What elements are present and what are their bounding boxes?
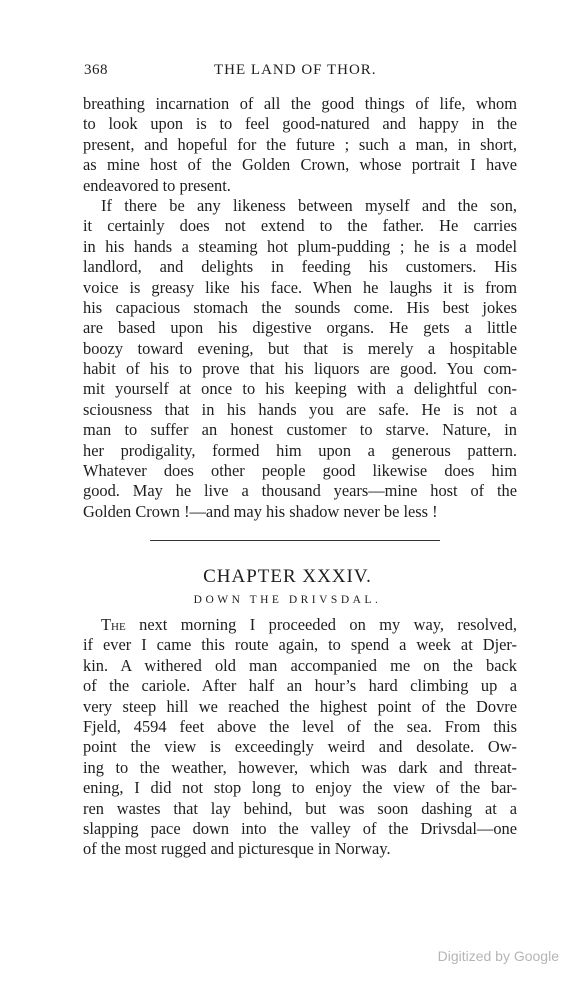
text-line: kin. A withered old man accompanied me on the back [83,655,517,675]
text-line [83,615,517,635]
text-line: breathing incarnation of all the good things of life, whom [83,94,517,113]
text-line: boozy toward evening, but that is merely a hospitable [83,338,517,358]
text-line: habit of his to prove that his liquors are good. You com- [83,359,517,379]
text-line: his capacious stomach the sounds come. His best jokes [83,297,517,317]
text-line: landlord, and delights in feeding his customers. His [83,257,517,277]
text-line: endeavored to present. [83,175,231,195]
text-line: as mine host of the Golden Crown, whose portrait I have [83,155,517,175]
text-line: ren wastes that lay behind, but was soon dashing at a [83,798,517,818]
text-line: present, and hopeful for the future ; such a man, in short, [83,134,517,154]
page-number: 368 [84,62,108,78]
text-line: sciousness that in his hands you are safe. He is not a [83,399,517,419]
digitized-watermark: Digitized by Google [437,948,559,964]
chapter-title: CHAPTER XXXIV. [203,566,372,587]
text-line: good. May he live a thousand years—mine host of the [83,481,517,501]
continued-text [83,94,517,522]
text-line: it certainly does not extend to the father. He carries [83,216,517,236]
section-divider [150,540,440,541]
text-line: point the view is exceedingly weird and desolate. Ow- [83,737,517,757]
text-line: very steep hill we reached the highest point of the Dovre [83,696,517,716]
text-line: ing to the weather, however, which was dark and threat- [83,757,517,777]
text-line: voice is greasy like his face. When he laughs it is from [83,277,517,297]
text-line: mit yourself at once to his keeping with a delightful con- [83,379,517,399]
text-line: to look upon is to feel good-natured and happy in the [83,114,517,134]
text-line: in his hands a steaming hot plum-pudding ; he is a model [83,236,517,256]
text-line: if ever I came this route again, to spend a week at Djer- [83,635,517,655]
text-line: are based upon his digestive organs. He gets a little [83,318,517,338]
text-line: man to suffer an honest customer to starve. Nature, in [83,420,517,440]
text-line: Golden Crown !—and may his shadow never be less ! [83,501,438,521]
text-line: slapping pace down into the valley of the Drivsdal—one [83,818,517,838]
text-line: Whatever does other people good likewise does him [83,461,517,481]
running-head: THE LAND OF THOR. [214,62,377,78]
text-line: If there be any likeness between myself and the son, [101,195,517,215]
page-header [84,62,516,80]
first-line-rest: next morning I proceeded on my way, resolved, [125,615,517,634]
text-line: of the cariole. After half an hour’s hard climbing up a [83,676,517,696]
lead-word: The [101,615,126,634]
chapter-subtitle: DOWN THE DRIVSDAL. [193,594,382,606]
text-line: ening, I did not stop long to enjoy the view of the bar- [83,778,517,798]
text-line: Fjeld, 4594 feet above the level of the sea. From this [83,716,517,736]
text-line: her prodigality, formed him upon a generous pattern. [83,440,517,460]
text-line: of the most rugged and picturesque in Norway. [83,839,391,859]
chapter-text [83,615,517,860]
